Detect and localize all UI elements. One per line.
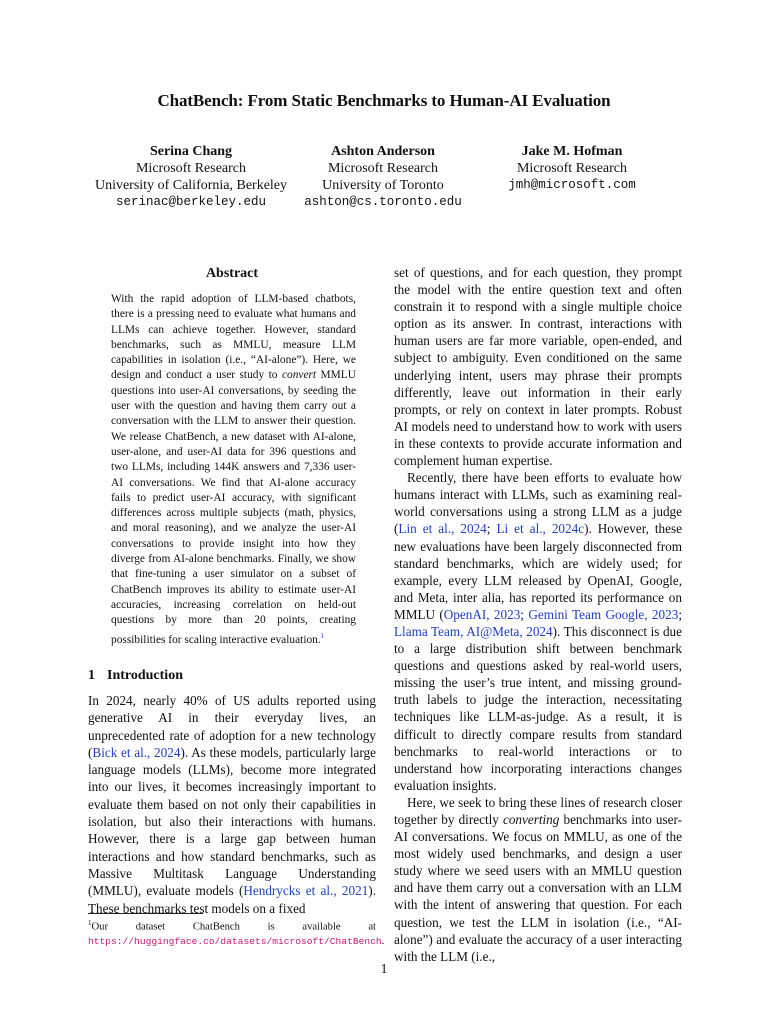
footnote-divider [88,913,203,914]
paragraph [394,469,682,794]
citation-link[interactable]: Lin et al., 2024 [398,521,487,537]
author-affiliation: Microsoft Research [135,161,247,176]
author-email: ashton@cs.toronto.edu [304,195,462,209]
citation-separator: ; [678,606,682,622]
section-title: Introduction [107,668,183,683]
section-heading [88,668,183,684]
author-block [300,143,466,211]
body-text: ). These benchmarks test models on a fixed [88,883,376,916]
author-affiliation: University of California, Berkeley [94,178,288,193]
footnote-marker: 1 [88,919,92,927]
paragraph: set of questions, and for each question, they prompt the model with the entire question text and often constrain it to respond with a single multiple choice option as its answer. In contrast, interactions with human users are far more variable, open-ended, and subject to ambiguity. Even conditioned on the same underlying intent, users may phrase their prompts differently, leave out information in their early prompts, or rely on context in later prompts. Robust AI models need to understand how to work with users in these contexts to provide accurate information and complement human expertise. [394,265,682,469]
page-number: 1 [380,962,388,977]
author-name: Jake M. Hofman [521,144,623,159]
citation-link[interactable]: Gemini Team Google, 2023 [528,606,679,622]
body-text: ). This disconnect is due to a large distribution shift between benchmark questions and questions asked by real-world users, missing the user’s true intent, and missing ground-truth labels to judge the interaction, necessitating techniques like LLM-as-judge. As a result, it is difficult to directly compare results from standard benchmarks to real-world interactions or to understand how incorporating interactions changes evaluation insights. [394,623,682,793]
abstract-body [111,292,356,648]
dataset-url-link[interactable]: https://huggingface.co/datasets/microsoft/ChatBench [88,935,382,947]
body-text: In 2024, nearly 40% of US adults reported using generative AI in their everyday lives, an unprecedented rate of adoption for a new technology ( [88,693,376,760]
paper-title: ChatBench: From Static Benchmarks to Human-AI Evaluation [157,91,611,110]
body-text: ). As these models, particularly large language models (LLMs), become more integrated into our lives, it becomes increasingly important to evaluate them based on not only their capabilities in isolation, but also their interactions with humans. However, there is a large gap between human interactions and how standard benchmarks, such as Massive Multitask Language Understanding (MMLU), evaluate models ( [88,744,376,899]
author-name: Serina Chang [149,144,233,159]
citation-separator: ; [520,606,529,622]
footnote-marker-link[interactable]: 1 [320,631,325,640]
footnote-text: Our dataset ChatBench is available at [91,921,376,933]
author-block [497,143,647,194]
emphasis-text: converting [502,812,560,827]
author-email: jmh@microsoft.com [508,178,636,192]
author-email: serinac@berkeley.edu [115,195,267,209]
intro-right-column [394,264,682,965]
body-text: Here, we seek to bring these lines of research closer together by directly [394,794,682,827]
citation-link[interactable]: Bick et al., 2024 [92,744,181,760]
intro-left-column [88,692,376,917]
author-affiliation: Microsoft Research [516,161,628,176]
paragraph [394,794,682,965]
citation-link[interactable]: Llama Team, AI@Meta, 2024 [394,623,553,639]
abstract-heading: Abstract [205,266,259,281]
abstract-text: With the rapid adoption of LLM-based chatbots, there is a pressing need to evaluate what humans and LLMs can achieve together. However, standard benchmarks, such as MMLU, measure LLM capabilities in isolation (i.e., “AI-alone”). Here, we design and conduct a user study to [111,293,356,382]
body-text: benchmarks into user-AI conversations. We focus on MMLU, as one of the most widely used benchmarks, and design a user study where we seed users with an MMLU question and have them carry out a conversation with an LLM with the intent of answering that question. For each question, we test the LLM in isolation (i.e., “AI-alone”) and evaluate the accuracy of a user interacting with the LLM (i.e., [394,812,682,964]
author-name: Ashton Anderson [331,144,435,159]
footnote [88,916,385,949]
citation-link[interactable]: Li et al., 2024c [496,521,585,537]
citation-link[interactable]: Hendrycks et al., 2021 [243,883,369,899]
abstract-emphasis: convert [281,369,317,382]
citation-separator: ; [486,521,497,537]
author-affiliation: University of Toronto [322,178,444,193]
abstract-text-continued: MMLU questions into user-AI conversations, by seeding the user with the question and having them carry out a conversation with the LLM to answer their question. We release ChatBench, a new dataset with AI-alone, user-alone, and user-AI data for 396 questions and two LLMs, including 144K answers and 7,336 user-AI conversations. We find that AI-alone accuracy fails to predict user-AI accuracy, with significant differences across multiple subjects (math, physics, and moral reasoning), and we analyze the user-AI conversations to provide insight into how they diverge from AI-alone benchmarks. Finally, we show that fine-tuning a user simulator on a subset of ChatBench improves its ability to estimate user-AI accuracies, increasing correlation on held-out questions by more than 20 points, creating possibilities for scaling interactive evaluation. [111,369,356,646]
body-text: Recently, there have been efforts to evaluate how humans interact with LLMs, such as examining real-world conversations using a strong LLM as a judge ( [394,470,682,537]
author-affiliation: Microsoft Research [327,161,439,176]
author-block [82,143,300,211]
section-number: 1 [88,668,95,683]
body-text: ). However, these new evaluations have been largely disconnected from standard benchmarks, which are widely used; for example, every LLM released by OpenAI, Google, and Meta, inter alia, has reported its performance on MMLU ( [394,521,682,622]
citation-link[interactable]: OpenAI, 2023 [443,606,521,622]
footnote-end: . [381,935,385,947]
